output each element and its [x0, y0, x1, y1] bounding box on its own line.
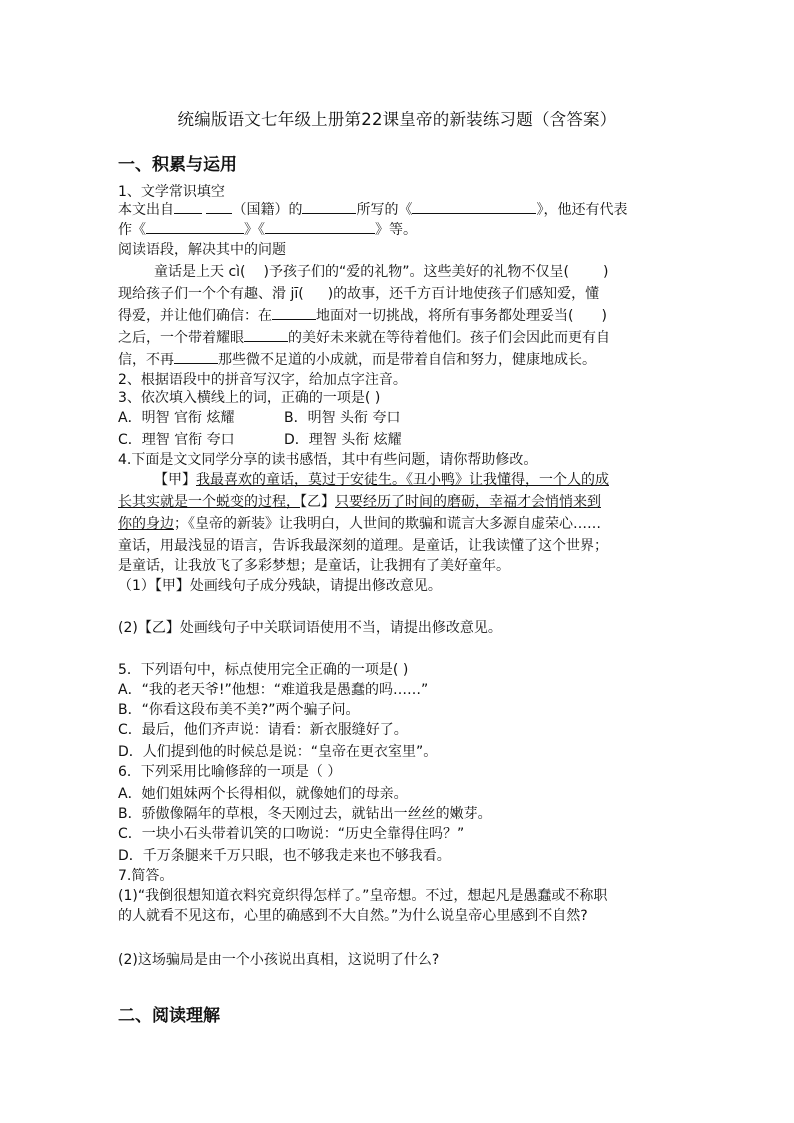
- q5-option-c: C．最后，他们齐声说：请看：新衣服缝好了。: [118, 722, 408, 738]
- q7-sub-1-line-2: 的人就看不见这布，心里的确感到不大自然。”为什么说皇帝心里感到不自然?: [118, 908, 588, 924]
- q1-label: 1、文学常识填空: [118, 184, 225, 200]
- option-d: D．理智 头衔 炫耀: [284, 432, 402, 448]
- q6-option-a: A．她们姐妹两个长得相似，就像她们的母亲。: [118, 786, 408, 802]
- q4-essay-line-2: 长其实就是一个蜕变的过程，【乙】只要经历了时间的磨砺，幸福才会悄悄来到: [118, 494, 601, 510]
- q4-essay-line-1: 【甲】我最喜欢的童话，莫过于安徒生。《丑小鸭》让我懂得，一个人的成: [154, 472, 609, 488]
- mark-yi: 【乙】: [300, 494, 335, 510]
- section-heading-1: 一、积累与运用: [118, 155, 237, 175]
- q5-option-a: A．“我的老天爷!”他想：“难道我是愚蠢的吗……”: [118, 682, 429, 698]
- passage-line-5: 信，不再 那些微不足道的小成就，而是带着自信和努力，健康地成长。: [118, 352, 596, 368]
- q5-option-d: D．人们提到他的时候总是说：“皇帝在更衣室里”。: [118, 744, 438, 760]
- option-a: A．明智 官衔 炫耀: [118, 410, 235, 426]
- mark-jia: 【甲】: [154, 472, 196, 488]
- passage-line-1: 童话是上天 cì( )予孩子们的“爱的礼物”。这些美好的礼物不仅呈( ): [154, 264, 609, 280]
- blank: [272, 307, 316, 320]
- blank: [265, 221, 375, 234]
- blank: [146, 221, 244, 234]
- q1-line-1: 本文出自 （国籍）的 所写的《 》，他还有代表: [118, 202, 628, 218]
- blank: [174, 201, 202, 214]
- q7-sub-2: (2)这场骗局是由一个小孩说出真相，这说明了什么?: [118, 952, 440, 968]
- q6-text: 6．下列采用比喻修辞的一项是（ ）: [118, 764, 342, 780]
- q3-text: 3、依次填入横线上的词，正确的一项是( ): [118, 390, 381, 406]
- q5-option-b: B．“你看这段布美不美?”两个骗子问。: [118, 702, 360, 718]
- q6-option-c: C．一块小石头带着讥笑的口吻说：“历史全靠得住吗？”: [118, 826, 465, 842]
- q3-options-row-1: [118, 409, 684, 427]
- q2-text: 2、根据语段中的拼音写汉字，给加点字注音。: [118, 372, 407, 388]
- blank: [412, 201, 536, 214]
- q4-sub-1: （1）【甲】处画线句子成分残缺，请提出修改意见。: [118, 578, 442, 594]
- passage-line-3: 得爱，并让他们确信：在 地面对一切挑战，将所有事务都处理妥当( ): [118, 308, 607, 324]
- q1-line-2: 作《 》《 》等。: [118, 222, 417, 238]
- q4-essay-line-3: 你的身边；《皇帝的新装》让我明白，人世间的欺骗和谎言大多源自虚荣心……: [118, 516, 601, 532]
- q4-text: 4.下面是文文同学分享的读书感悟，其中有些问题，请你帮助修改。: [118, 452, 538, 468]
- q7-text: 7.简答。: [118, 868, 174, 884]
- passage-line-4: 之后，一个带着耀眼 的美好未来就在等待着他们。孩子们会因此而更有自: [118, 330, 610, 346]
- q3-options-row-2: [118, 431, 684, 449]
- q7-sub-1-line-1: (1)“我倒很想知道衣料究竟织得怎样了。”皇帝想。不过，想起凡是愚蠢或不称职: [118, 888, 608, 904]
- q4-sub-2: (2)【乙】处画线句子中关联词语使用不当，请提出修改意见。: [118, 620, 502, 636]
- q4-essay-line-4: 童话，用最浅显的语言，告诉我最深刻的道理。是童话，让我读懂了这个世界；: [118, 538, 608, 554]
- page-title: 统编版语文七年级上册第22课皇帝的新装练习题（含答案）: [177, 110, 617, 129]
- q6-option-d: D．千万条腿来千万只眼，也不够我走来也不够我看。: [118, 848, 451, 864]
- q4-essay-line-5: 是童话，让我放飞了多彩梦想；是童话，让我拥有了美好童年。: [118, 558, 510, 574]
- q6-option-b: B．骄傲像隔年的草根，冬天刚过去，就钻出一丝丝的嫩芽。: [118, 806, 492, 822]
- q5-text: 5．下列语句中，标点使用完全正确的一项是( ): [118, 662, 409, 678]
- option-b: B．明智 头衔 夸口: [284, 410, 401, 426]
- blank: [302, 201, 356, 214]
- blank: [174, 351, 218, 364]
- passage-intro: 阅读语段，解决其中的问题: [118, 242, 286, 258]
- section-heading-2: 二、阅读理解: [118, 1006, 220, 1026]
- passage-line-2: 现给孩子们一个个有趣、滑 jī( )的故事，还千方百计地使孩子们感知爱，懂: [118, 286, 600, 302]
- option-c: C．理智 官衔 夸口: [118, 432, 235, 448]
- blank: [206, 201, 232, 214]
- blank: [244, 329, 288, 342]
